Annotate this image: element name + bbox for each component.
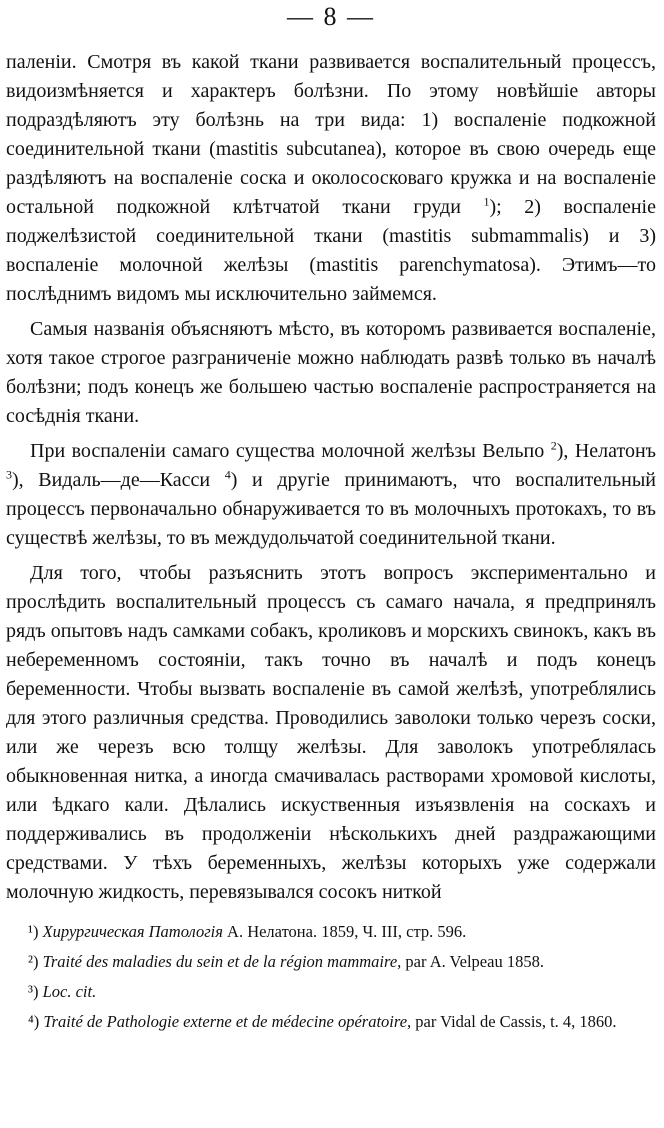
footnotes xyxy=(6,919,656,1035)
footnote: ¹) Хирургическая Патологія А. Нелатона. 1859, Ч. III, стр. 596. xyxy=(28,922,467,941)
paragraph: паленіи. Смотря въ какой ткани развивается воспалительный процессъ, видоизмѣняется и характеръ болѣзни. По этому новѣйшіе авторы подраздѣляютъ эту болѣзнь на три вида: 1) воспаленіе подкожной соединительной ткани (mastitis subcutanea), которое въ свою очередь еще раздѣляютъ на воспаленіе соска и околососковаго кружка и на воспаленіе остальной подкожной клѣтчатой ткани груди $^1$); 2) воспаленіе поджелѣзистой соединительной ткани (mastitis submammalis) и 3) воспаленіе молочной желѣзы (mastitis parenchymatosa). Этимъ—то послѣднимъ видомъ мы исключительно займемся. xyxy=(6,51,656,305)
footnote-title: Traité des maladies du sein et de la région mammaire, xyxy=(42,952,402,971)
footnote-ref[interactable]: 2 xyxy=(550,438,557,453)
footnote-mark: ¹) xyxy=(28,922,39,941)
footnote: ²) Traité des maladies du sein et de la région mammaire, par A. Velpeau 1858. xyxy=(28,952,544,971)
footnote-mark: ³) xyxy=(28,982,39,1001)
footnote-title: Loc. cit. xyxy=(42,982,97,1001)
footnote-ref[interactable]: 1 xyxy=(483,194,490,209)
footnote-title: Traité de Pathologie externe et de médecine opératoire, xyxy=(43,1012,412,1031)
footnote-mark: ⁴) xyxy=(28,1012,40,1031)
paragraph: Для того, чтобы разъяснить этотъ вопросъ экспериментально и прослѣдить воспалительный процессъ съ самаго начала, я предпринялъ рядъ опытовъ надъ самками собакъ, кроликовъ и морскихъ свинокъ, какъ въ небеременномъ состояніи, такъ точно въ началѣ и подъ конецъ беременности. Чтобы вызвать воспаленіе въ самой желѣзѣ, употреблялись для этого различныя средства. Проводились заволоки только черезъ соски, или же черезъ всю толщу желѣзы. Для заволокъ употреблялась обыкновенная нитка, а иногда смачивалась растворами хромовой кислоты, или ѣдкаго кали. Дѣлались искуственныя изъязвленія на соскахъ и поддерживались въ продолженіи нѣсколькихъ дней раздражающими средствами. У тѣхъ беременныхъ, желѣзы которыхъ уже содержали молочную жидкость, перевязывался сосокъ ниткой xyxy=(6,562,656,903)
footnote-mark: ²) xyxy=(28,952,39,971)
footnote-ref[interactable]: 3 xyxy=(6,467,12,482)
footnote: ⁴) Traité de Pathologie externe et de médecine opératoire, par Vidal de Cassis, t. 4, 1860. xyxy=(28,1012,617,1031)
page-number: — 8 — xyxy=(287,2,375,31)
footnote-title: Хирургическая Патологія xyxy=(42,922,223,941)
footnote xyxy=(6,979,656,1005)
paragraph: При воспаленіи самаго существа молочной желѣзы Вельпо $^2$), Нелатонъ $^3$), Видаль—де—Касси $^4$) и другіе принимаютъ, что воспалительный процессъ первоначально обнаруживается то въ молочныхъ протокахъ, то въ существѣ желѣзы, то въ междудольчатой соединительной ткани. xyxy=(6,438,657,549)
paragraph: Самыя названія объясняютъ мѣсто, въ которомъ развивается воспаленіе, хотя такое строгое разграниченіе можно наблюдать развѣ только въ началѣ болѣзни; подъ конецъ же большею частью воспаленіе распространяется на сосѣднія ткани. xyxy=(6,318,656,427)
footnote-ref[interactable]: 4 xyxy=(224,467,231,482)
body-text xyxy=(6,48,656,907)
